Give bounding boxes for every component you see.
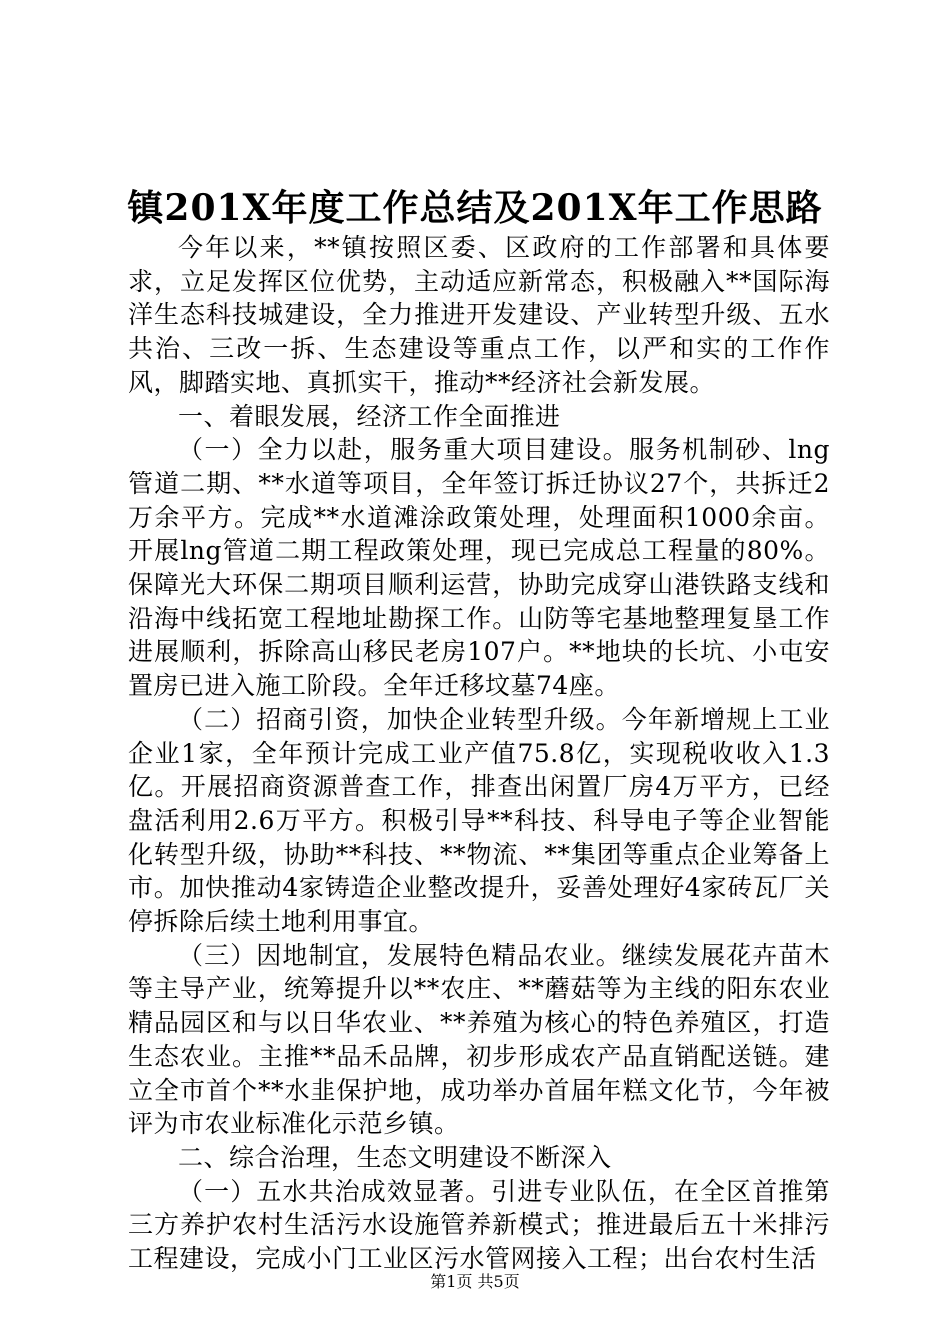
- page-footer: 第1页 共5页: [430, 1272, 520, 1291]
- document-body: [128, 231, 830, 1276]
- subsection-paragraph-1-1: （一）全力以赴，服务重大项目建设。服务机制砂、lng管道二期、**水道等项目，全年签订拆迁协议27个，共拆迁2万余平方。完成**水道滩涂政策处理，处理面积1000余亩。开展lng管道二期工程政策处理，现已完成总工程量的80%。保障光大环保二期项目顺利运营，协助完成穿山港铁路支线和沿海中线拓宽工程地址勘探工作。山防等宅基地整理复垦工作进展顺利，拆除高山移民老房107户。**地块的长坑、小屯安置房已进入施工阶段。全年迁移坟墓74座。: [128, 435, 830, 701]
- section-heading-2: 二、综合治理，生态文明建设不断深入: [178, 1142, 612, 1172]
- subsection-paragraph-1-2: （二）招商引资，加快企业转型升级。今年新增规上工业企业1家，全年预计完成工业产值75.8亿，实现税收收入1.3亿。开展招商资源普查工作，排查出闲置厂房4万平方，已经盘活利用2.6万平方。积极引导**科技、科导电子等企业智能化转型升级，协助**科技、**物流、**集团等重点企业筹备上市。加快推动4家铸造企业整改提升，妥善处理好4家砖瓦厂关停拆除后续土地利用事宜。: [128, 704, 830, 937]
- section-heading-1: 一、着眼发展，经济工作全面推进: [178, 401, 561, 431]
- subsection-paragraph-2-1: （一）五水共治成效显著。引进专业队伍，在全区首推第三方养护农村生活污水设施管养新模式；推进最后五十米排污工程建设，完成小门工业区污水管网接入工程；出台农村生活: [128, 1176, 830, 1274]
- subsection-paragraph-1-3: （三）因地制宜，发展特色精品农业。继续发展花卉苗木等主导产业，统筹提升以**农庄、**蘑菇等为主线的阳东农业精品园区和与以日华农业、**养殖为核心的特色养殖区，打造生态农业。主推**品禾品牌，初步形成农产品直销配送链。建立全市首个**水韭保护地，成功举办首届年糕文化节，今年被评为市农业标准化示范乡镇。: [128, 940, 830, 1139]
- document-title: 镇201X年度工作总结及201X年工作思路: [127, 187, 823, 229]
- intro-paragraph: 今年以来，**镇按照区委、区政府的工作部署和具体要求，立足发挥区位优势，主动适应新常态，积极融入**国际海洋生态科技城建设，全力推进开发建设、产业转型升级、五水共治、三改一拆、生态建设等重点工作，以严和实的工作作风，脚踏实地、真抓实干，推动**经济社会新发展。: [128, 233, 830, 397]
